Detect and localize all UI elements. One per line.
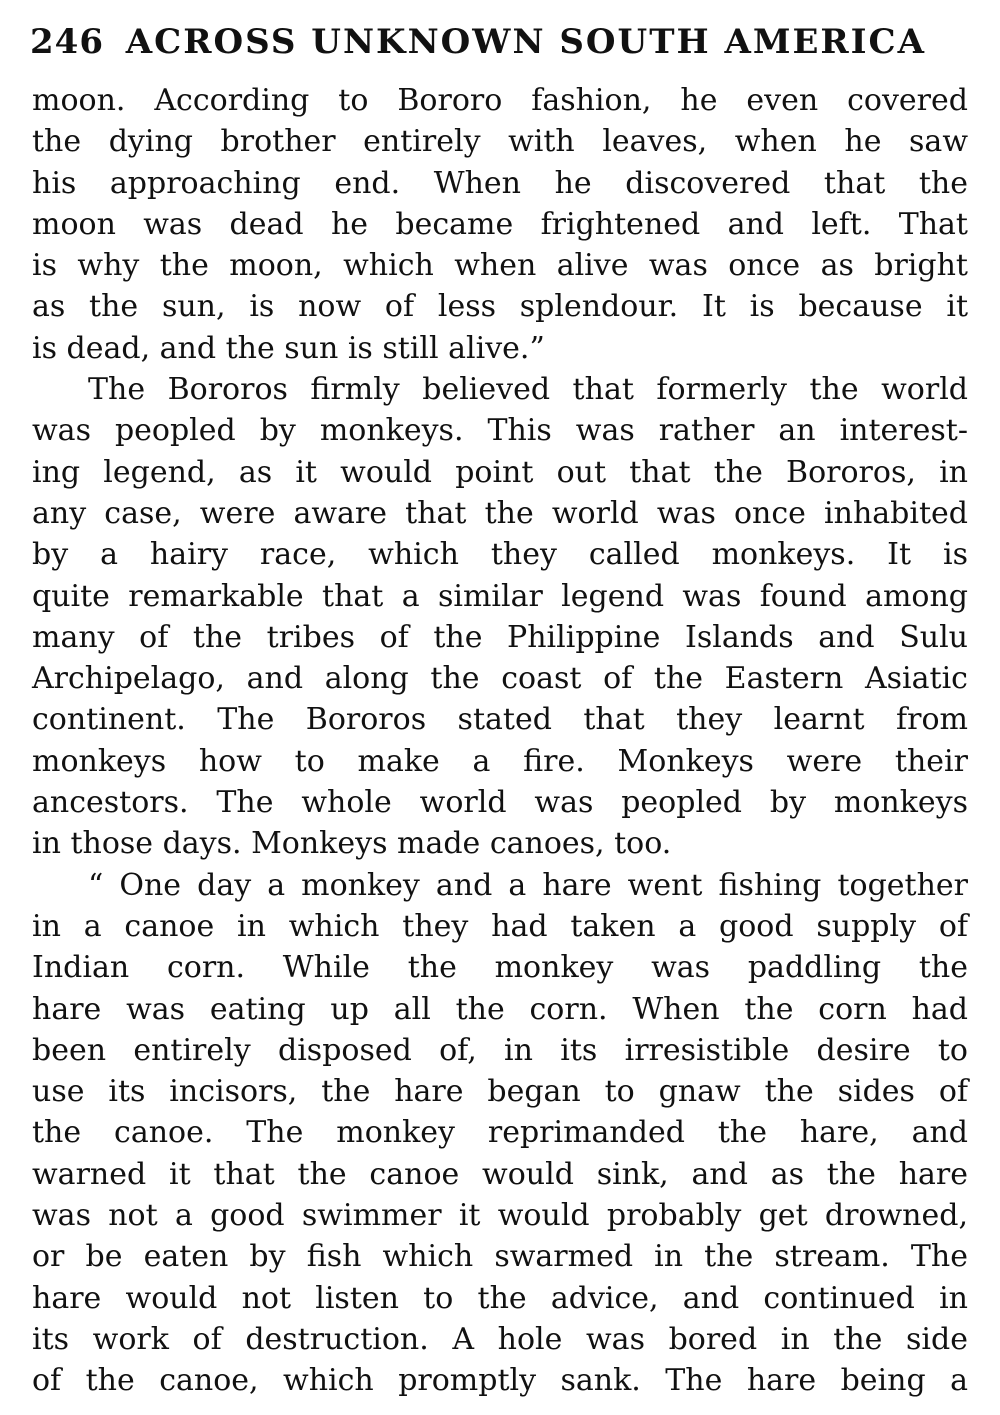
text-line: The Bororos firmly believed that formerly the world bbox=[88, 372, 968, 408]
text-line: quite remarkable that a similar legend was found among bbox=[32, 578, 968, 614]
text-line: is why the moon, which when alive was once as bright bbox=[32, 248, 968, 284]
text-line: in a canoe in which they had taken a good supply of bbox=[32, 908, 968, 944]
text-line: monkeys how to make a fire. Monkeys were their bbox=[32, 743, 968, 779]
text-line: moon was dead he became frightened and left. That bbox=[32, 206, 968, 242]
text-line: ancestors. The whole world was peopled by monkeys bbox=[32, 785, 968, 821]
text-line: in those days. Monkeys made canoes, too. bbox=[32, 826, 672, 862]
text-line: its work of destruction. A hole was bored in the side bbox=[32, 1321, 968, 1357]
text-line: the canoe. The monkey reprimanded the hare, and bbox=[32, 1115, 968, 1151]
text-line: the dying brother entirely with leaves, when he saw bbox=[32, 124, 968, 160]
text-line: moon. According to Bororo fashion, he even covered bbox=[32, 83, 968, 118]
paragraph-moon-legend bbox=[32, 80, 968, 369]
text-line: been entirely disposed of, in its irresistible desire to bbox=[32, 1032, 968, 1068]
text-line: or be eaten by fish which swarmed in the stream. The bbox=[32, 1239, 968, 1275]
text-line: Indian corn. While the monkey was paddling the bbox=[32, 950, 968, 986]
text-line: use its incisors, the hare began to gnaw the sides of bbox=[32, 1074, 968, 1110]
text-line: as the sun, is now of less splendour. It is because it bbox=[32, 289, 968, 325]
text-line: is dead, and the sun is still alive.” bbox=[32, 330, 545, 366]
page-number: 246 bbox=[30, 22, 104, 62]
paragraph-monkeys bbox=[32, 369, 968, 865]
text-line: any case, were aware that the world was once inhabited bbox=[32, 495, 968, 531]
running-head bbox=[30, 18, 960, 66]
text-line: many of the tribes of the Philippine Islands and Sulu bbox=[32, 619, 968, 655]
paragraph-monkey-and-hare bbox=[32, 865, 968, 1402]
text-line: warned it that the canoe would sink, and as the hare bbox=[32, 1156, 968, 1192]
text-line: his approaching end. When he discovered that the bbox=[32, 165, 968, 201]
text-line: ing legend, as it would point out that the Bororos, in bbox=[32, 454, 968, 490]
text-line: by a hairy race, which they called monkeys. It is bbox=[32, 537, 968, 573]
text-line: hare was eating up all the corn. When the corn had bbox=[32, 991, 968, 1027]
book-title: ACROSS UNKNOWN SOUTH AMERICA bbox=[125, 22, 926, 62]
body-text bbox=[32, 80, 968, 1402]
text-line: was not a good swimmer it would probably get drowned, bbox=[32, 1198, 968, 1234]
text-line: continent. The Bororos stated that they learnt from bbox=[32, 702, 968, 738]
text-line: of the canoe, which promptly sank. The hare being a bbox=[32, 1363, 968, 1399]
text-line: was peopled by monkeys. This was rather an interest- bbox=[32, 413, 968, 449]
text-line: Archipelago, and along the coast of the Eastern Asiatic bbox=[32, 661, 968, 697]
text-line: hare would not listen to the advice, and continued in bbox=[32, 1280, 968, 1316]
text-line: “ One day a monkey and a hare went fishing together bbox=[88, 867, 968, 903]
